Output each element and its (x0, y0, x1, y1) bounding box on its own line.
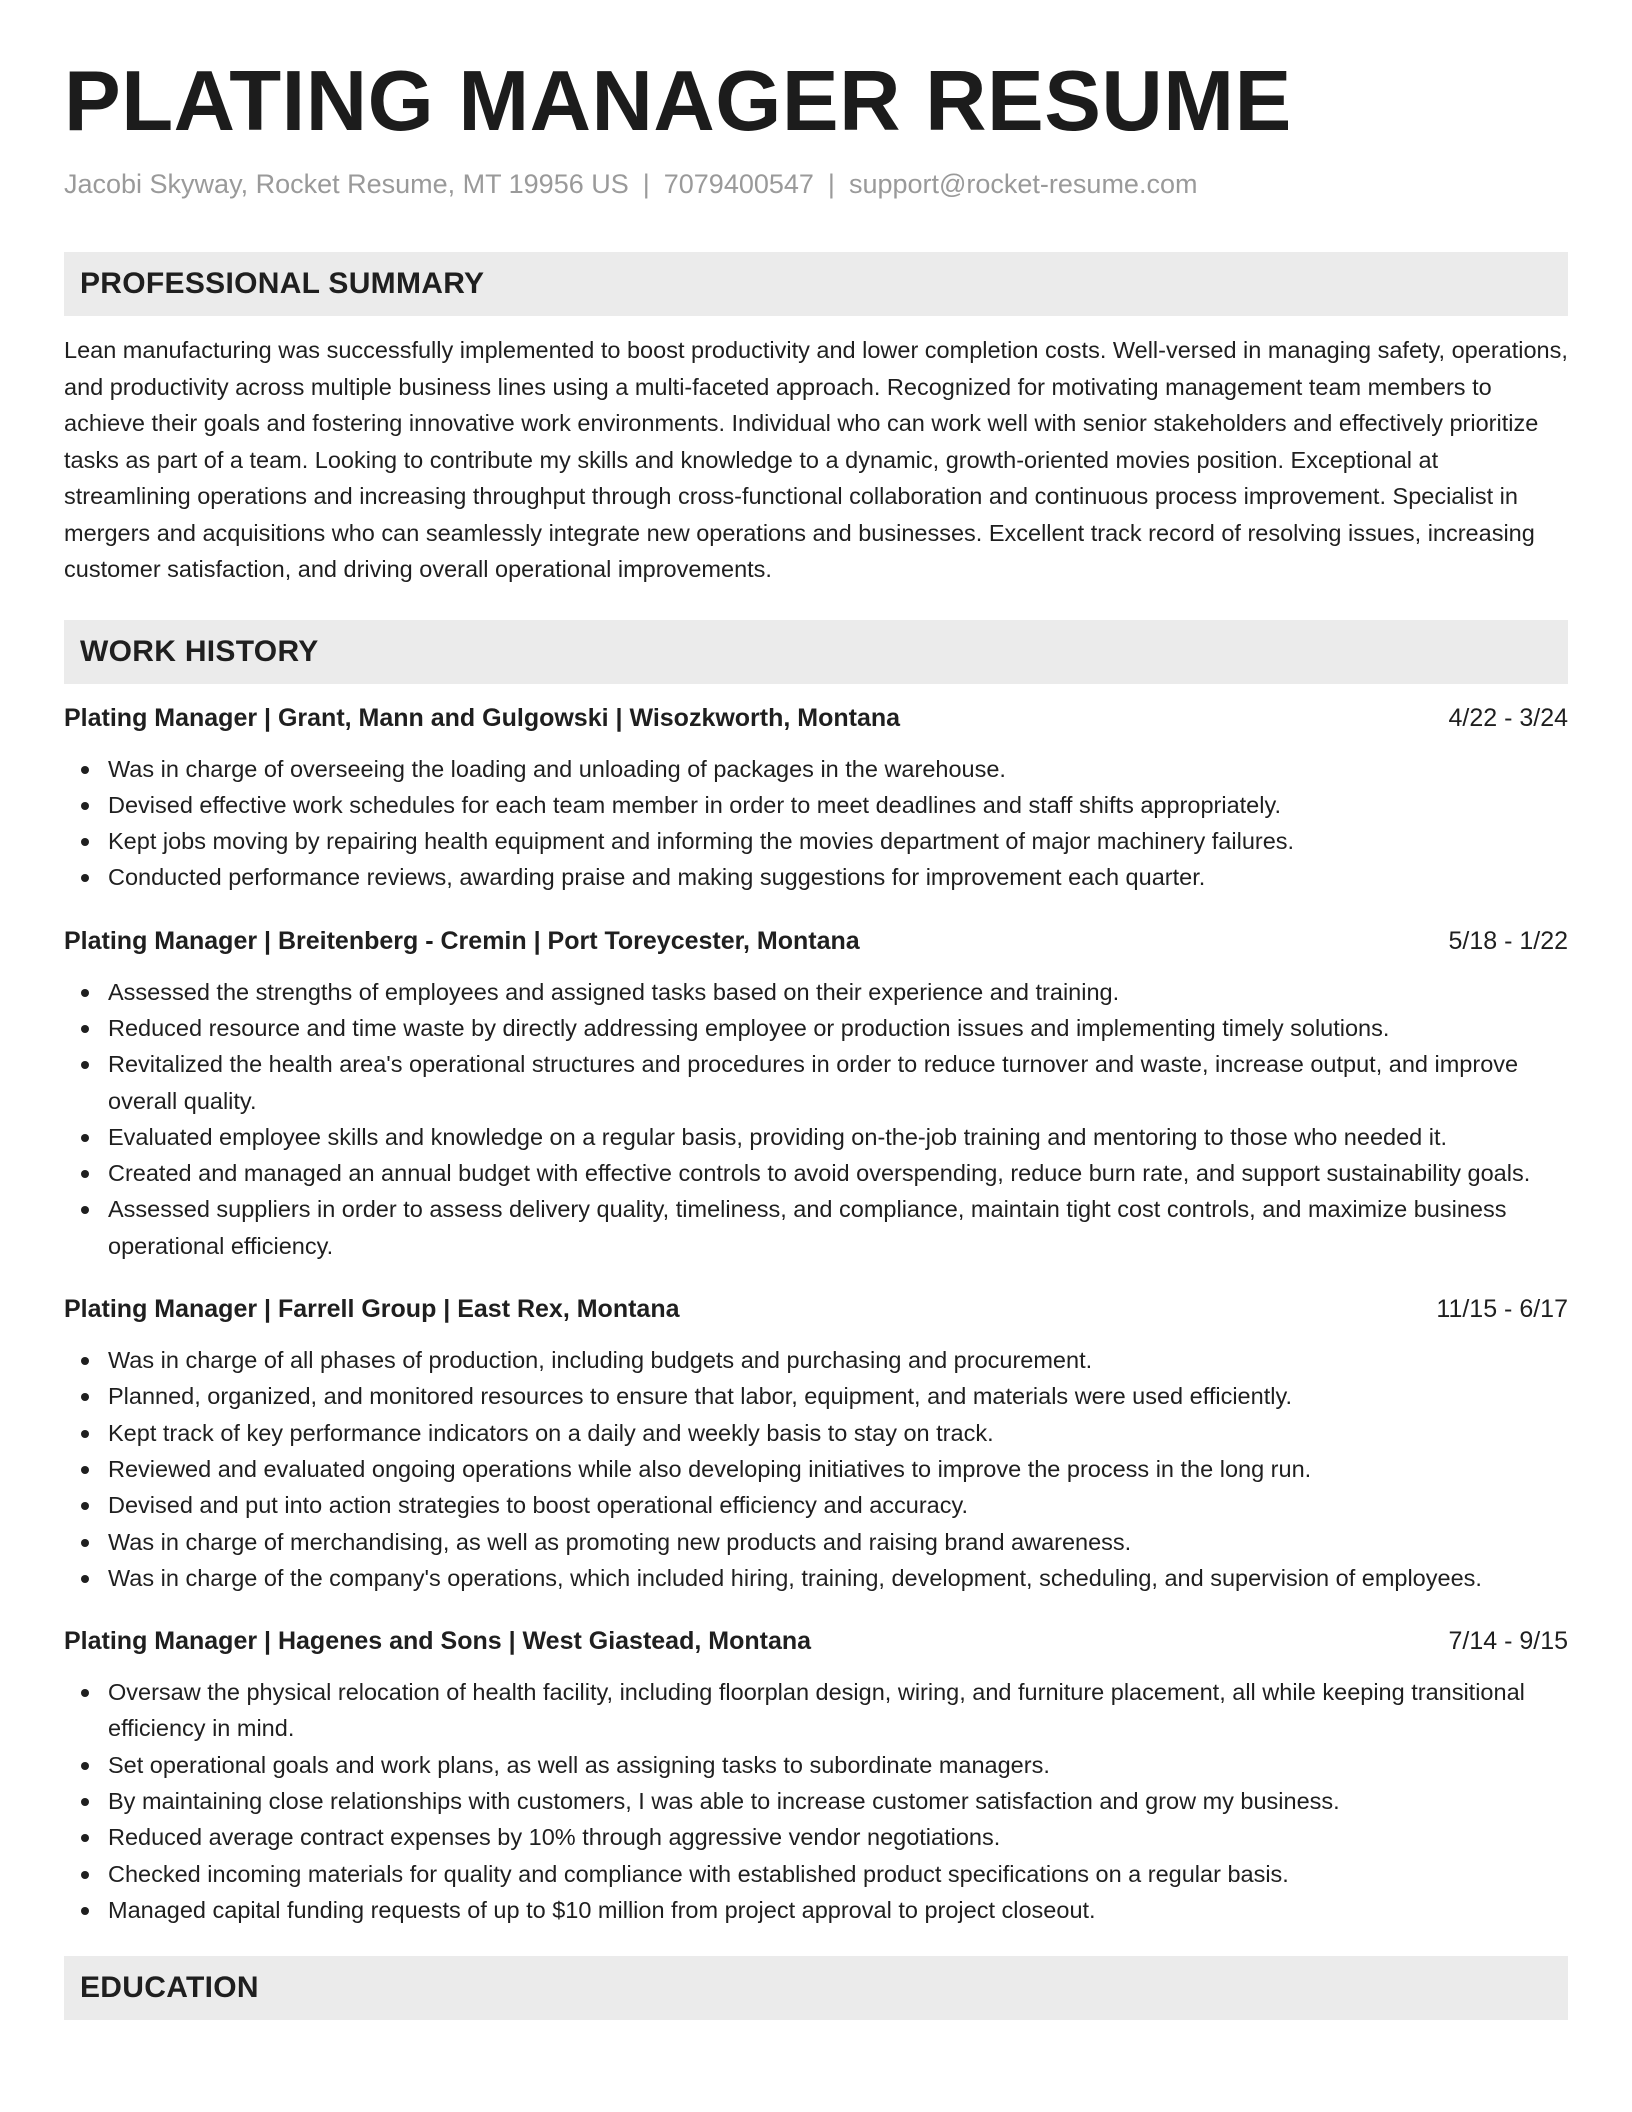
job-bullet: Reviewed and evaluated ongoing operations while also developing initiatives to improve the process in the long run. (64, 1451, 1568, 1487)
job-header (64, 1624, 1568, 1658)
job-entry (64, 1292, 1568, 1596)
job-bullet: Planned, organized, and monitored resources to ensure that labor, equipment, and materials were used efficiently. (64, 1378, 1568, 1414)
job-title: Plating Manager | Breitenberg - Cremin | Port Toreycester, Montana (64, 926, 860, 955)
job-bullet-list (64, 751, 1568, 896)
job-bullet: Evaluated employee skills and knowledge on a regular basis, providing on-the-job training and mentoring to those who needed it. (64, 1119, 1568, 1155)
job-bullet: Was in charge of merchandising, as well as promoting new products and raising brand awareness. (64, 1524, 1568, 1560)
contact-address: Jacobi Skyway, Rocket Resume, MT 19956 US (64, 169, 629, 199)
job-dates: 11/15 - 6/17 (1436, 1295, 1568, 1324)
job-bullet: Was in charge of overseeing the loading and unloading of packages in the warehouse. (64, 751, 1568, 787)
job-dates: 5/18 - 1/22 (1448, 926, 1568, 955)
contact-email: support@rocket-resume.com (848, 169, 1198, 199)
job-title: Plating Manager | Hagenes and Sons | West Giastead, Montana (64, 1627, 812, 1656)
job-bullet-list (64, 974, 1568, 1264)
job-dates: 4/22 - 3/24 (1448, 703, 1568, 732)
education-heading: EDUCATION (80, 1971, 259, 2005)
summary-section-header (64, 252, 1568, 316)
job-bullet: Revitalized the health area's operational structures and procedures in order to reduce turnover and waste, increase output, and improve overall quality. (64, 1046, 1568, 1119)
job-title: Plating Manager | Grant, Mann and Gulgowski | Wisozkworth, Montana (64, 703, 901, 732)
contact-phone: 7079400547 (663, 169, 814, 199)
job-bullet: Kept jobs moving by repairing health equipment and informing the movies department of major machinery failures. (64, 823, 1568, 859)
contact-separator: | (827, 169, 835, 199)
job-bullet: Was in charge of all phases of production, including budgets and purchasing and procurement. (64, 1342, 1568, 1378)
job-bullet-list (64, 1674, 1568, 1928)
contact-separator: | (642, 169, 650, 199)
job-bullet: By maintaining close relationships with customers, I was able to increase customer satisfaction and grow my business. (64, 1783, 1568, 1819)
job-bullet: Was in charge of the company's operations, which included hiring, training, development, scheduling, and supervision of employees. (64, 1560, 1568, 1596)
job-bullet: Devised and put into action strategies to boost operational efficiency and accuracy. (64, 1487, 1568, 1523)
job-header (64, 924, 1568, 958)
job-bullet: Reduced average contract expenses by 10% through aggressive vendor negotiations. (64, 1819, 1568, 1855)
job-bullet: Managed capital funding requests of up to $10 million from project approval to project closeout. (64, 1892, 1568, 1928)
job-header (64, 1292, 1568, 1326)
job-bullet: Oversaw the physical relocation of health facility, including floorplan design, wiring, and furniture placement, all while keeping transitional efficiency in mind. (64, 1674, 1568, 1747)
job-bullet: Assessed suppliers in order to assess delivery quality, timeliness, and compliance, maintain tight cost controls, and maximize business operational efficiency. (64, 1191, 1568, 1264)
job-bullet: Assessed the strengths of employees and assigned tasks based on their experience and training. (64, 974, 1568, 1010)
work-history-heading: WORK HISTORY (80, 634, 319, 668)
job-header (64, 701, 1568, 735)
job-entry (64, 924, 1568, 1264)
job-entry (64, 701, 1568, 896)
job-bullet: Kept track of key performance indicators on a daily and weekly basis to stay on track. (64, 1415, 1568, 1451)
job-bullet: Checked incoming materials for quality and compliance with established product specifications on a regular basis. (64, 1856, 1568, 1892)
job-bullet: Conducted performance reviews, awarding praise and making suggestions for improvement each quarter. (64, 859, 1568, 895)
job-dates: 7/14 - 9/15 (1448, 1627, 1568, 1656)
summary-text: Lean manufacturing was successfully implemented to boost productivity and lower completion costs. Well-versed in managing safety, operations, and productivity across multiple business lines using a multi-faceted approach. Recognized for motivating management team members to achieve their goals and fostering innovative work environments. Individual who can work well with senior stakeholders and effectively prioritize tasks as part of a team. Looking to contribute my skills and knowledge to a dynamic, growth-oriented movies position. Exceptional at streamlining operations and increasing throughput through cross-functional collaboration and continuous process improvement. Specialist in mergers and acquisitions who can seamlessly integrate new operations and businesses. Excellent track record of resolving issues, increasing customer satisfaction, and driving overall operational improvements. (64, 337, 1568, 582)
job-bullet: Devised effective work schedules for each team member in order to meet deadlines and staff shifts appropriately. (64, 787, 1568, 823)
education-section-header (64, 1956, 1568, 2020)
job-entry (64, 1624, 1568, 1928)
work-history-section-header (64, 620, 1568, 684)
page-title: PLATING MANAGER RESUME (64, 54, 1292, 149)
job-bullet: Reduced resource and time waste by directly addressing employee or production issues and implementing timely solutions. (64, 1010, 1568, 1046)
summary-heading: PROFESSIONAL SUMMARY (80, 267, 485, 300)
job-title: Plating Manager | Farrell Group | East Rex, Montana (64, 1295, 680, 1324)
job-bullet: Created and managed an annual budget with effective controls to avoid overspending, reduce burn rate, and support sustainability goals. (64, 1155, 1568, 1191)
job-bullet-list (64, 1342, 1568, 1596)
contact-line (64, 166, 1568, 202)
job-bullet: Set operational goals and work plans, as well as assigning tasks to subordinate managers. (64, 1747, 1568, 1783)
